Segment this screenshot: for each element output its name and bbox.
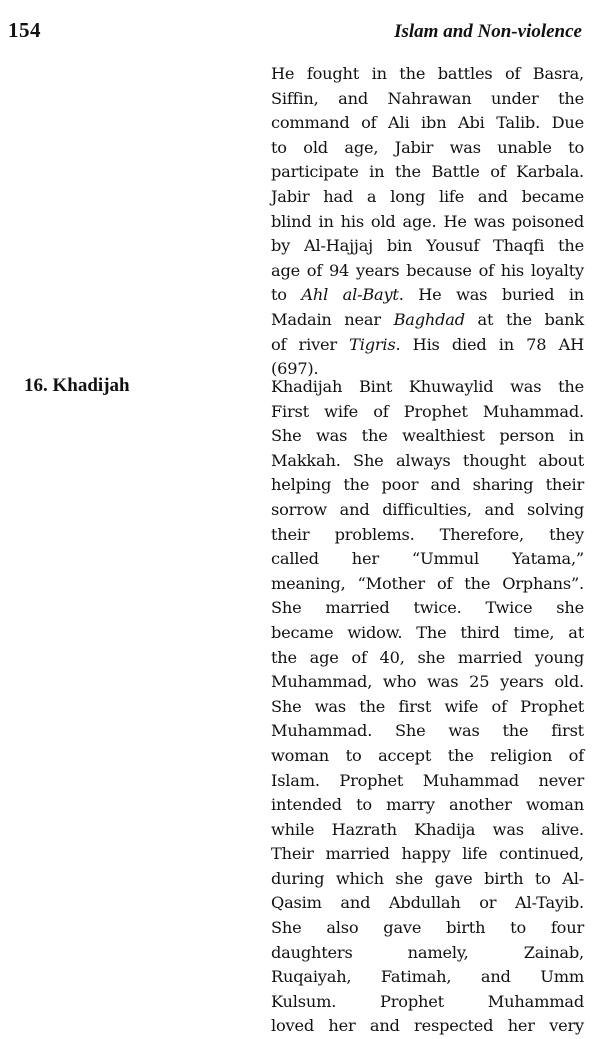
text-line: loved her and respected her very [271, 1016, 584, 1036]
text-line: (697). [271, 359, 319, 379]
text-line: Madain near Baghdad at the bank [271, 309, 584, 329]
text-line: while Hazrath Khadija was alive. [271, 819, 584, 839]
text-line: woman to accept the religion of [271, 745, 584, 765]
text-line: She was the first wife of Prophet [271, 696, 584, 716]
text-line: participate in the Battle of Karbala. [271, 162, 584, 182]
text-line: sorrow and difficulties, and solving [271, 499, 584, 519]
text-line: daughters namely, Zainab, [271, 942, 584, 962]
text-line: Kulsum. Prophet Muhammad [271, 991, 584, 1011]
text-line: the age of 40, she married young [271, 647, 584, 667]
text-line: of river Tigris. His died in 78 AH [271, 334, 584, 354]
text-line: Islam. Prophet Muhammad never [271, 770, 584, 790]
entry-khadijah-text [271, 375, 584, 1039]
text-line: to Ahl al-Bayt. He was buried in [271, 285, 585, 305]
text-line: called her “Ummul Yatama,” [271, 549, 584, 569]
text-line: Siffin, and Nahrawan under the [271, 88, 584, 108]
page-header [8, 18, 582, 43]
text-line: intended to marry another woman [271, 795, 584, 815]
text-line: Their married happy life continued, [271, 844, 584, 864]
text-line: during which she gave birth to Al- [271, 868, 584, 888]
text-line: Jabir had a long life and became [271, 186, 584, 206]
text-line: age of 94 years because of his loyalty [271, 260, 584, 280]
text-line: Khadijah Bint Khuwaylid was the [271, 377, 584, 396]
text-line: by Al-Hajjaj bin Yousuf Thaqfi the [271, 236, 584, 256]
italic-term: Ahl al-Bayt [301, 285, 399, 305]
page-number: 154 [8, 18, 41, 42]
text-line: Ruqaiyah, Fatimah, and Umm [271, 967, 584, 987]
italic-term: Tigris [349, 334, 396, 354]
text-line: Makkah. She always thought about [271, 450, 584, 470]
text-line: Qasim and Abdullah or Al-Tayib. [271, 893, 584, 913]
text-line: He fought in the battles of Basra, [271, 64, 584, 83]
entry-khadijah-label: 16. Khadijah [24, 375, 130, 396]
text-line: She was the wealthiest person in [271, 426, 584, 446]
text-line: First wife of Prophet Muhammad. [271, 401, 584, 421]
entry-jabir-text [271, 62, 584, 382]
text-line: She also gave birth to four [271, 918, 584, 938]
text-line: She married twice. Twice she [271, 598, 584, 618]
text-line: Muhammad. She was the first [271, 721, 584, 741]
text-line: blind in his old age. He was poisoned [271, 211, 584, 231]
text-line: command of Ali ibn Abi Talib. Due [271, 113, 584, 133]
text-line: to old age, Jabir was unable to [271, 137, 584, 157]
text-line: Muhammad, who was 25 years old. [271, 672, 584, 692]
text-line: meaning, “Mother of the Orphans”. [271, 573, 584, 593]
running-title: Islam and Non-violence [394, 21, 582, 42]
text-line: their problems. Therefore, they [271, 524, 584, 544]
text-line: became widow. The third time, at [271, 622, 584, 642]
italic-term: Baghdad [393, 309, 465, 329]
text-line: helping the poor and sharing their [271, 475, 584, 495]
